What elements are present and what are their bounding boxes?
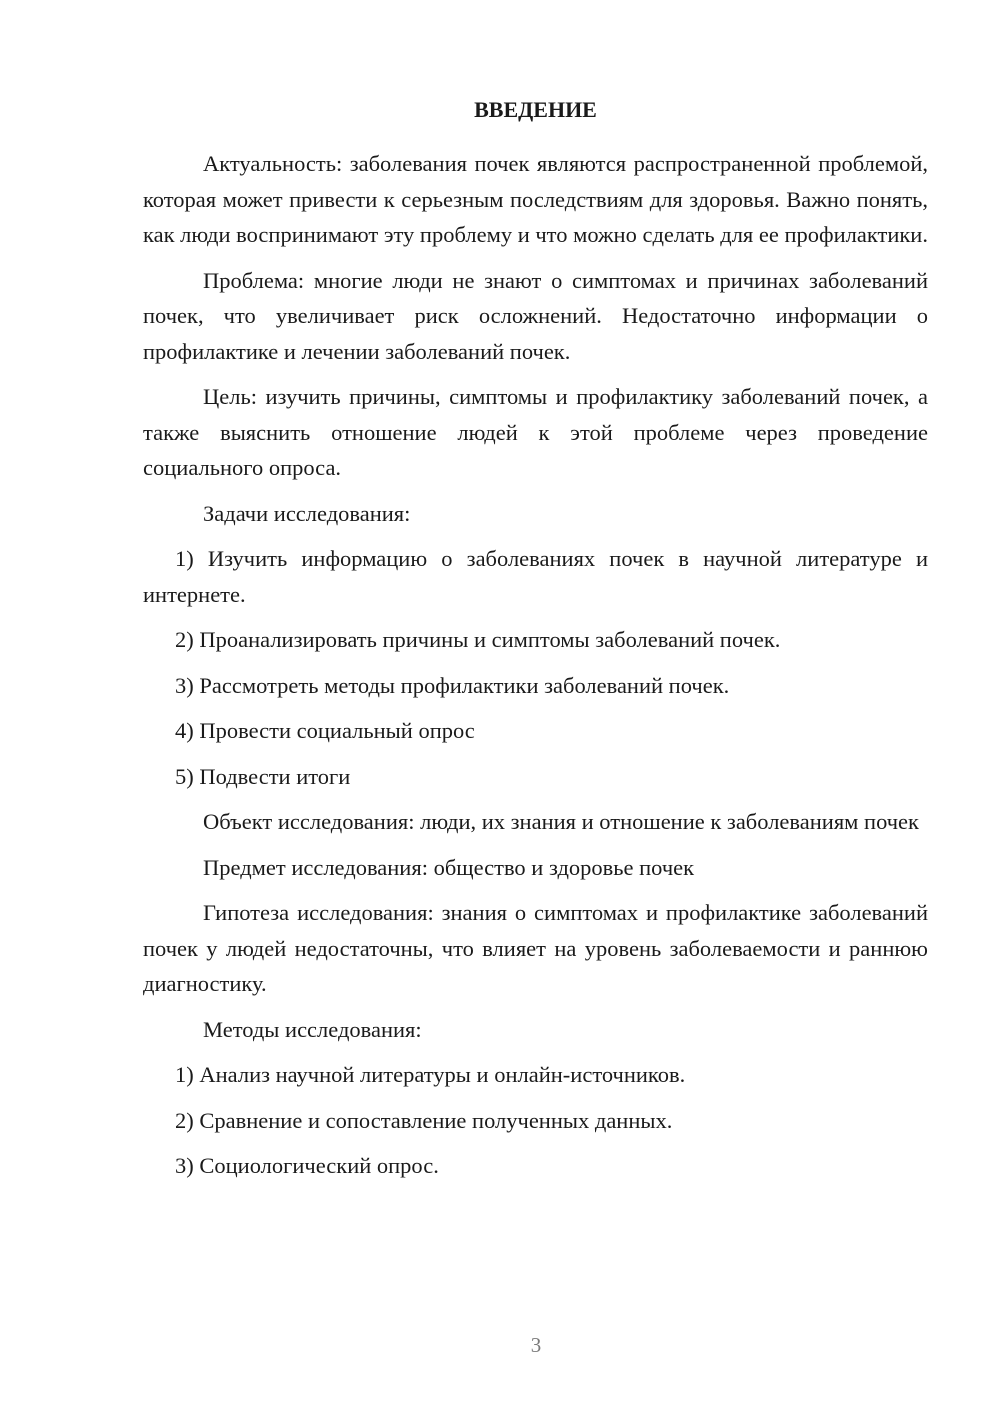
problem-paragraph: Проблема: многие люди не знают о симптомах и причинах заболеваний почек, что увеличивает риск осложнений. Недостаточно информации о профилактике и лечении заболеваний почек. <box>143 267 928 364</box>
hypothesis-paragraph: Гипотеза исследования: знания о симптомах и профилактике заболеваний почек у людей недостаточны, что влияет на уровень заболеваемости и раннюю диагностику. <box>143 900 928 996</box>
method-item: 2) Сравнение и сопоставление полученных данных. <box>175 1107 673 1133</box>
subject-paragraph: Предмет исследования: общество и здоровье почек <box>203 854 695 880</box>
object-paragraph: Объект исследования: люди, их знания и отношение к заболеваниям почек <box>203 809 919 834</box>
method-item: 3) Социологический опрос. <box>175 1153 439 1178</box>
task-item: 2) Проанализировать причины и симптомы заболеваний почек. <box>175 627 781 652</box>
document-page <box>143 92 928 1194</box>
page-number: 3 <box>530 1333 542 1357</box>
task-item: 4) Провести социальный опрос <box>175 718 475 743</box>
goal-paragraph: Цель: изучить причины, симптомы и профилактику заболеваний почек, а также выяснить отношение людей к этой проблеме через проведение социального опроса. <box>143 384 928 480</box>
task-item: 1) Изучить информацию о заболеваниях почек в научной литературе и интернете. <box>143 546 928 607</box>
task-item: 5) Подвести итоги <box>175 763 351 789</box>
tasks-heading: Задачи исследования: <box>203 500 411 526</box>
task-item: 3) Рассмотреть методы профилактики заболеваний почек. <box>175 672 730 698</box>
methods-heading: Методы исследования: <box>203 1016 422 1042</box>
relevance-paragraph: Актуальность: заболевания почек являются распространенной проблемой, которая может привести к серьезным последствиям для здоровья. Важно понять, как люди воспринимают эту проблему и что можно сделать для ее профилактики. <box>143 151 928 247</box>
method-item: 1) Анализ научной литературы и онлайн-источников. <box>175 1062 686 1087</box>
section-title: ВВЕДЕНИЕ <box>474 97 597 122</box>
